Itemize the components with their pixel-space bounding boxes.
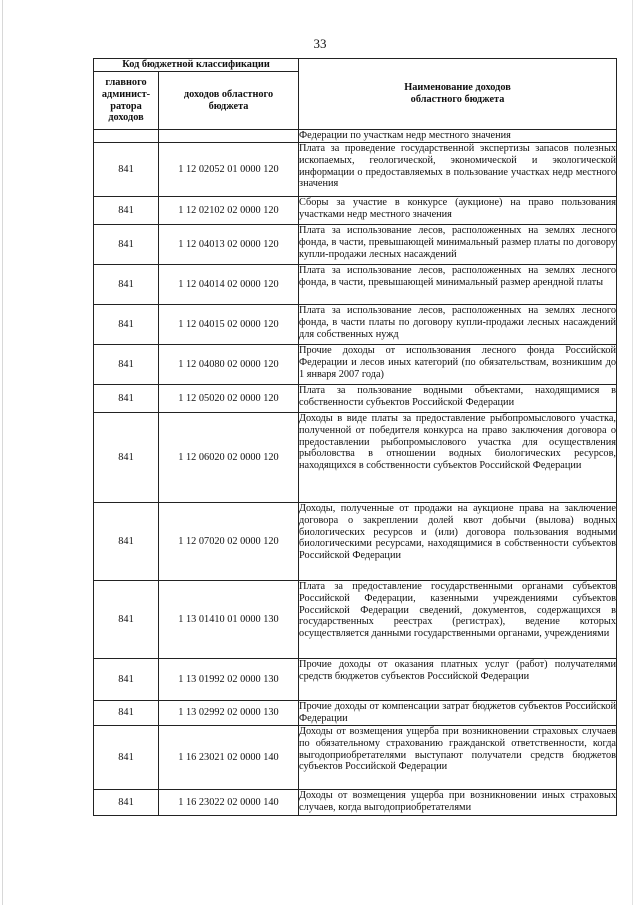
table-row [94,581,617,659]
header-admin [94,72,159,130]
cell-admin: 841 [94,581,159,659]
table-row [94,726,617,790]
cell-name: Плата за проведение государственной экспертизы запасов полезных ископаемых, геологической, экономической и экологической информации о предоставляемых в пользование участках недр местного значения [299,143,617,197]
cell-name: Прочие доходы от использования лесного фонда Российской Федерации и лесов иных категорий (по обязательствам, возникшим до 1 января 2007 года) [299,345,617,385]
cell-admin: 841 [94,701,159,726]
cell-code: 1 12 04014 02 0000 120 [159,265,299,305]
table-row [94,305,617,345]
cell-admin: 841 [94,790,159,816]
cell-name: Плата за использование лесов, расположенных на землях лесного фонда, в части, превышающей минимальный размер арендной платы [299,265,617,305]
table-row [94,265,617,305]
cell-name: Доходы от возмещения ущерба при возникновении иных страховых случаев, когда выгодоприобретателями [299,790,617,816]
cell-name: Сборы за участие в конкурсе (аукционе) на право пользования участками недр местного значения [299,197,617,225]
cell-name: Прочие доходы от оказания платных услуг (работ) получателями средств бюджетов субъектов Российской Федерации [299,659,617,701]
continuation-admin-cell [94,130,159,143]
cell-name: Доходы от возмещения ущерба при возникновении страховых случаев по обязательному страхованию гражданской ответственности, когда выгодоприобретателями выступают получатели средств бюджетов субъектов Российской Федерации [299,726,617,790]
cell-code: 1 13 01992 02 0000 130 [159,659,299,701]
revenue-table [93,58,617,816]
continuation-code-cell [159,130,299,143]
header-budget-code: Код бюджетной классификации [94,59,299,72]
cell-name: Плата за пользование водными объектами, находящимися в собственности субъектов Российской Федерации [299,385,617,413]
table-row [94,790,617,816]
cell-name: Прочие доходы от компенсации затрат бюджетов субъектов Российской Федерации [299,701,617,724]
cell-admin: 841 [94,659,159,701]
table-row [94,345,617,385]
cell-name: Плата за использование лесов, расположенных на землях лесного фонда, в части, превышающей минимальный размер платы по договору купли-продажи лесных насаждений [299,225,617,265]
cell-code: 1 12 02052 01 0000 120 [159,143,299,197]
header-admin-text: главного админист-ратора доходов [101,76,151,124]
table-row [94,225,617,265]
cell-admin: 841 [94,413,159,503]
cell-name: Плата за предоставление государственными органами субъектов Российской Федерации, казенными учреждениями субъектов Российской Федерации сведений, документов, содержащихся в государственных реестрах (регистрах), ведение которых осуществляется данными государственными органами, учреждениями [299,581,617,659]
cell-name: Плата за использование лесов, расположенных на землях лесного фонда, в части платы по договору купли-продажи лесных насаждений для собственных нужд [299,305,617,345]
page-number: 33 [313,36,327,51]
cell-admin: 841 [94,385,159,413]
cell-code: 1 12 06020 02 0000 120 [159,413,299,503]
cell-admin: 841 [94,345,159,385]
cell-admin: 841 [94,305,159,345]
table-row [94,413,617,503]
cell-name: Доходы, полученные от продажи на аукционе права на заключение договора о закреплении долей квот добычи (вылова) водных биологических ресурсов и (или) договора пользования водными биологическими ресурсами, находящимися в собственности субъектов Российской Федерации [299,503,617,581]
header-code [159,72,299,130]
cell-admin: 841 [94,726,159,790]
cell-admin: 841 [94,225,159,265]
scan-edge-left [2,0,3,905]
table-row [94,143,617,197]
cell-code: 1 12 04013 02 0000 120 [159,225,299,265]
cell-code: 1 12 07020 02 0000 120 [159,503,299,581]
continuation-name: Федерации по участкам недр местного значения [299,130,617,143]
cell-admin: 841 [94,143,159,197]
cell-admin: 841 [94,197,159,225]
table-row [94,659,617,701]
cell-code: 1 13 01410 01 0000 130 [159,581,299,659]
table-row [94,197,617,225]
cell-admin: 841 [94,265,159,305]
table-row [94,701,617,726]
cell-name: Доходы в виде платы за предоставление рыбопромыслового участка, полученной от победителя конкурса на право заключения договора о предоставлении рыбопромыслового участка для осуществления рыболовства в отношении водных биологических ресурсов, находящихся в собственности субъектов Российской Федерации [299,413,617,503]
cell-code: 1 16 23021 02 0000 140 [159,726,299,790]
cell-code: 1 13 02992 02 0000 130 [159,701,299,726]
cell-code: 1 12 02102 02 0000 120 [159,197,299,225]
continuation-row [94,130,617,143]
table-row [94,385,617,413]
header-code-text: доходов областного бюджета [183,88,274,112]
header-name-text: Наименование доходов областного бюджета [404,82,511,105]
cell-code: 1 12 04015 02 0000 120 [159,305,299,345]
table-row [94,503,617,581]
header-name [299,59,617,130]
cell-admin: 841 [94,503,159,581]
cell-code: 1 12 04080 02 0000 120 [159,345,299,385]
cell-code: 1 16 23022 02 0000 140 [159,790,299,816]
scan-edge-right [632,0,633,905]
cell-code: 1 12 05020 02 0000 120 [159,385,299,413]
header-row-top [94,59,617,72]
